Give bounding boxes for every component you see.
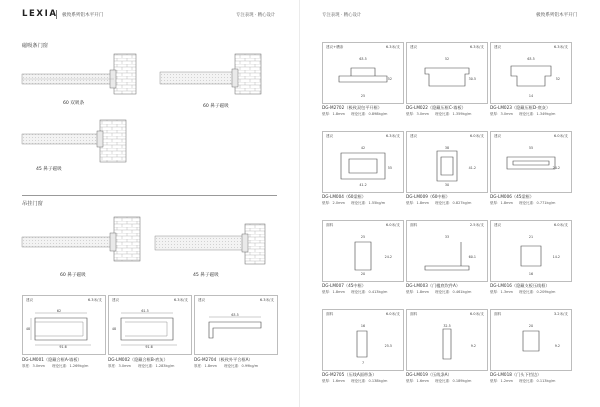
- profile-card-label: 面料: [410, 312, 418, 316]
- drawing-2-caption: 60 鼻子磁吸: [203, 104, 229, 109]
- profile-section-drawing: [415, 54, 479, 98]
- profile-weight: 理论比重：1.359kg/m: [435, 112, 472, 116]
- profile-dim-label: 52: [444, 57, 450, 61]
- profile-dim-label: 7: [361, 361, 365, 365]
- profile-dim-label: 25: [360, 94, 366, 98]
- profile-dim-label: 20: [360, 272, 366, 276]
- profile-dim-label: 52: [555, 77, 560, 81]
- section-title-hanging: 吊挂门窗: [22, 201, 43, 207]
- profile-card-label: 面料: [494, 312, 502, 316]
- profile-card-length: 6.3米/支: [173, 298, 188, 302]
- profile-code: DG-LM002（隐藏合框B-底灰）: [108, 357, 168, 362]
- profile-section-drawing: [415, 232, 479, 276]
- drawing-4-caption: 60 鼻子磁吸: [60, 273, 86, 278]
- profile-thickness: 壁厚：1.8mm: [490, 201, 513, 205]
- profile-dim-label: 91.6: [145, 345, 153, 349]
- profile-dim-label: 9.2: [470, 344, 476, 348]
- profile-code: DG-LM001（隐藏合框A-墙板）: [22, 357, 82, 362]
- tagline-right: 专注表现 · 精心设计: [322, 13, 362, 18]
- tagline-left: 专注表现 · 精心设计: [236, 13, 276, 18]
- brand-logo: LEXIA: [22, 9, 58, 19]
- profile-code: DG-LM003（门槛底坎件A）: [406, 283, 461, 288]
- profile-card-label: 建议: [494, 45, 502, 49]
- profile-card-m2704: [194, 295, 278, 355]
- profile-dim-label: 30: [444, 183, 450, 187]
- profile-code: DG-M2705（压线A面带条）: [322, 372, 377, 377]
- wall-section-drawing-4: [22, 215, 152, 270]
- profile-card: [322, 131, 404, 193]
- profile-thickness: 壁厚：2.0mm: [322, 201, 345, 205]
- profile-card: [406, 131, 488, 193]
- profile-code: DG-LM007（45中框）: [322, 283, 366, 288]
- profile-card: [490, 309, 572, 371]
- profile-dim-label: 30.5: [468, 77, 476, 81]
- profile-thickness: 壁厚：3.0mm: [406, 112, 429, 116]
- profile-weight: 理论比重：0.827kg/m: [435, 201, 472, 205]
- profile-card: [322, 220, 404, 282]
- section-title-magnetic: 磁吸条门窗: [22, 43, 48, 49]
- profile-dim-label: 16: [528, 272, 534, 276]
- profile-dim-label: 52: [387, 77, 392, 81]
- profile-card-label: 面料: [326, 312, 334, 316]
- wall-section-drawing-5: [155, 222, 280, 272]
- profile-weight: 理论比重：0.113kg/m: [519, 379, 556, 383]
- profile-card-label: 建议: [26, 298, 34, 302]
- profile-card: [406, 42, 488, 104]
- profile-section-drawing: [331, 321, 395, 365]
- profile-code: DG-LM009（60中框）: [406, 194, 450, 199]
- profile-section-drawing: [25, 308, 101, 349]
- profile-dim-label: 38: [444, 146, 450, 150]
- profile-card: [406, 309, 488, 371]
- profile-dim-label: 21: [528, 235, 534, 239]
- profile-code: DG-LM006（45梁框）: [490, 194, 534, 199]
- profile-card-lm001: [22, 295, 106, 355]
- profile-card-length: 6.0米/支: [553, 223, 568, 227]
- profile-dim-label: 16: [360, 324, 366, 328]
- section-divider: [22, 195, 277, 196]
- profile-thickness: 厚度：3.0mm: [22, 364, 45, 368]
- profile-thickness: 壁厚：1.3mm: [490, 290, 513, 294]
- drawing-3-caption: 45 鼻子磁吸: [36, 167, 62, 172]
- profile-section-drawing: [499, 321, 563, 365]
- profile-card-length: 6.0米/支: [469, 134, 484, 138]
- profile-card-length: 6.3米/支: [469, 45, 484, 49]
- profile-weight: 理论比重：0.461kg/m: [435, 290, 472, 294]
- wall-section-drawing-3: [22, 118, 152, 168]
- profile-card-label: 建议: [112, 298, 120, 302]
- profile-dim-label: 32.5: [443, 324, 451, 328]
- profile-weight: 理论比重：1.55kg/m: [351, 201, 386, 205]
- profile-section-drawing: [331, 54, 395, 98]
- profile-card: [406, 220, 488, 282]
- profile-dim-label: 63.5: [231, 313, 239, 317]
- profile-dim-label: 63.5: [359, 57, 367, 61]
- profile-card-length: 3.2米/支: [553, 312, 568, 316]
- profile-section-drawing: [499, 232, 563, 276]
- profile-thickness: 壁厚：1.8mm: [322, 290, 345, 294]
- profile-weight: 理论比重：1.283kg/m: [138, 364, 175, 368]
- profile-card-label: 建议+槽条: [326, 45, 344, 49]
- profile-thickness: 壁厚：1.6mm: [406, 379, 429, 383]
- profile-code: DG-M2704（极致外平合框A）: [194, 357, 253, 362]
- profile-card: [490, 220, 572, 282]
- drawing-5-caption: 45 鼻子磁吸: [193, 273, 219, 278]
- profile-thickness: 壁厚：1.2mm: [490, 379, 513, 383]
- profile-card-label: 建议: [494, 223, 502, 227]
- profile-card-length: 6.0米/支: [469, 312, 484, 316]
- profile-dim-label: 42: [360, 146, 366, 150]
- right-page: [300, 0, 600, 407]
- profile-code: DG-M2702（极致双包平开框）: [322, 105, 382, 110]
- profile-card-length: 6.3米/支: [553, 45, 568, 49]
- profile-section-drawing: [415, 143, 479, 187]
- profile-card-length: 6.0米/支: [385, 312, 400, 316]
- profile-dim-label: 55: [528, 146, 534, 150]
- profile-dim-label: 25: [360, 235, 366, 239]
- wall-section-drawing-1: [22, 52, 152, 107]
- profile-card-length: 6.0米/支: [385, 223, 400, 227]
- series-title-right: 极致系列铝木平开门: [536, 13, 578, 18]
- profile-section-drawing: [331, 143, 395, 187]
- profile-weight: 理论比重：0.771kg/m: [519, 201, 556, 205]
- profile-dim-label: 48: [25, 327, 31, 331]
- profile-weight: 理论比重：0.898kg/m: [351, 112, 388, 116]
- profile-thickness: 壁厚：3.0mm: [490, 112, 513, 116]
- wall-section-drawing-2: [160, 52, 280, 107]
- profile-card-lm002: [108, 295, 192, 355]
- profile-card-label: 建议: [410, 134, 418, 138]
- profile-card-length: 6.3米/支: [385, 134, 400, 138]
- profile-card-label: 建议: [494, 134, 502, 138]
- profile-weight: 理论比重：0.189kg/m: [435, 379, 472, 383]
- profile-dim-label: 60.1: [468, 255, 476, 259]
- profile-weight: 理论比重：0.99kg/m: [224, 364, 259, 368]
- profile-section-drawing: [203, 308, 273, 348]
- profile-card: [322, 42, 404, 104]
- profile-dim-label: 24.2: [384, 255, 392, 259]
- profile-card-label: 建议: [410, 45, 418, 49]
- profile-dim-label: 91.6: [59, 345, 67, 349]
- profile-code: DG-LM016（隐藏支板压线框）: [490, 283, 550, 288]
- profile-thickness: 壁厚：1.6mm: [322, 379, 345, 383]
- profile-dim-label: 14: [528, 94, 534, 98]
- profile-weight: 理论比重：0.138kg/m: [351, 379, 388, 383]
- profile-card-length: 6.0米/支: [553, 134, 568, 138]
- profile-dim-label: 61.5: [141, 309, 149, 313]
- profile-dim-label: 14.2: [552, 255, 560, 259]
- profile-section-drawing: [499, 54, 563, 98]
- profile-dim-label: 9.2: [554, 344, 560, 348]
- profile-thickness: 壁厚：1.8mm: [406, 290, 429, 294]
- profile-card: [490, 42, 572, 104]
- profile-weight: 理论比重：0.209kg/m: [519, 290, 556, 294]
- profile-dim-label: 41.2: [468, 166, 476, 170]
- profile-section-drawing: [499, 143, 563, 187]
- logo-divider: [56, 10, 57, 19]
- profile-card: [490, 131, 572, 193]
- profile-dim-label: 20: [528, 324, 534, 328]
- profile-card: [322, 309, 404, 371]
- series-title-left: 极致系列铝木平开门: [62, 13, 104, 18]
- profile-card-length: 2.5米/支: [469, 223, 484, 227]
- drawing-1-caption: 60 双吸条: [63, 101, 85, 106]
- profile-dim-label: 48: [111, 327, 117, 331]
- profile-card-length: 6.3米/支: [87, 298, 102, 302]
- profile-section-drawing: [331, 232, 395, 276]
- profile-dim-label: 62: [56, 309, 62, 313]
- profile-code: DG-LM022（隐藏压框C-墙板）: [406, 105, 466, 110]
- profile-code: DG-LM023（隐藏压框D-底灰）: [490, 105, 551, 110]
- profile-code: DG-LM018（门头下挡边）: [490, 372, 542, 377]
- profile-card-label: 建议: [198, 298, 206, 302]
- profile-card-label: 面料: [410, 223, 418, 227]
- profile-card-length: 6.3米/支: [385, 45, 400, 49]
- profile-code: DG-LM019（压线条A）: [406, 372, 452, 377]
- profile-thickness: 厚度：1.8mm: [194, 364, 217, 368]
- profile-card-label: 面料: [326, 223, 334, 227]
- profile-dim-label: 33: [444, 235, 450, 239]
- profile-code: DG-LM004（60梁框）: [322, 194, 366, 199]
- profile-weight: 理论比重：0.413kg/m: [351, 290, 388, 294]
- profile-dim-label: 63.5: [527, 57, 535, 61]
- profile-section-drawing: [111, 308, 187, 349]
- profile-thickness: 厚度：3.0mm: [108, 364, 131, 368]
- profile-weight: 理论比重：1.349kg/m: [519, 112, 556, 116]
- profile-dim-label: 24.2: [552, 166, 560, 170]
- profile-card-length: 6.3米/支: [259, 298, 274, 302]
- profile-dim-label: 25.5: [384, 344, 392, 348]
- profile-dim-label: 41.2: [359, 183, 367, 187]
- profile-section-drawing: [415, 321, 479, 365]
- profile-dim-label: 55: [387, 166, 392, 170]
- profile-weight: 理论比重：1.269kg/m: [52, 364, 89, 368]
- profile-thickness: 壁厚：1.8mm: [322, 112, 345, 116]
- profile-thickness: 壁厚：1.8mm: [406, 201, 429, 205]
- profile-card-label: 建议: [326, 134, 334, 138]
